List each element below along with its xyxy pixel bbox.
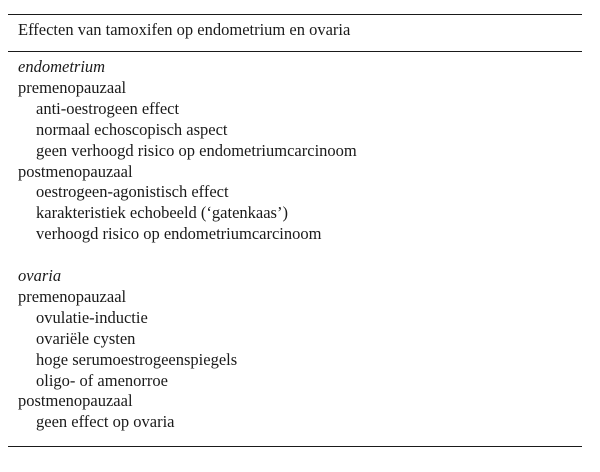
- list-item: verhoogd risico op endometriumcarcinoom: [36, 224, 322, 244]
- list-item: oestrogeen-agonistisch effect: [36, 182, 229, 202]
- subheading-ovaria-postmenopausal: postmenopauzaal: [18, 391, 133, 411]
- list-item: geen verhoogd risico op endometriumcarcinoom: [36, 140, 357, 160]
- list-item: ovulatie-inductie: [36, 307, 148, 327]
- section-heading-ovaria: ovaria: [18, 266, 62, 286]
- list-item: geen effect op ovaria: [36, 412, 175, 432]
- subheading-ovaria-premenopausal: premenopauzaal: [18, 286, 127, 306]
- subheading-endometrium-premenopausal: premenopauzaal: [18, 77, 127, 97]
- list-item: normaal echoscopisch aspect: [36, 119, 228, 139]
- section-heading-endometrium: endometrium: [18, 57, 106, 76]
- table-body: [8, 52, 582, 446]
- list-item: karakteristiek echobeeld (‘gatenkaas’): [36, 203, 288, 223]
- list-item: hoge serumoestrogeenspiegels: [36, 349, 238, 369]
- list-item: oligo- of amenorroe: [36, 370, 168, 390]
- tamoxifen-effects-table: [8, 14, 582, 447]
- list-item: ovariële cysten: [36, 328, 136, 348]
- subheading-endometrium-postmenopausal: postmenopauzaal: [18, 161, 133, 181]
- list-item: anti-oestrogeen effect: [36, 98, 180, 118]
- bottom-rule: [8, 446, 582, 447]
- section-spacer: [18, 245, 582, 266]
- table-title: Effecten van tamoxifen op endometrium en ovaria: [18, 20, 351, 39]
